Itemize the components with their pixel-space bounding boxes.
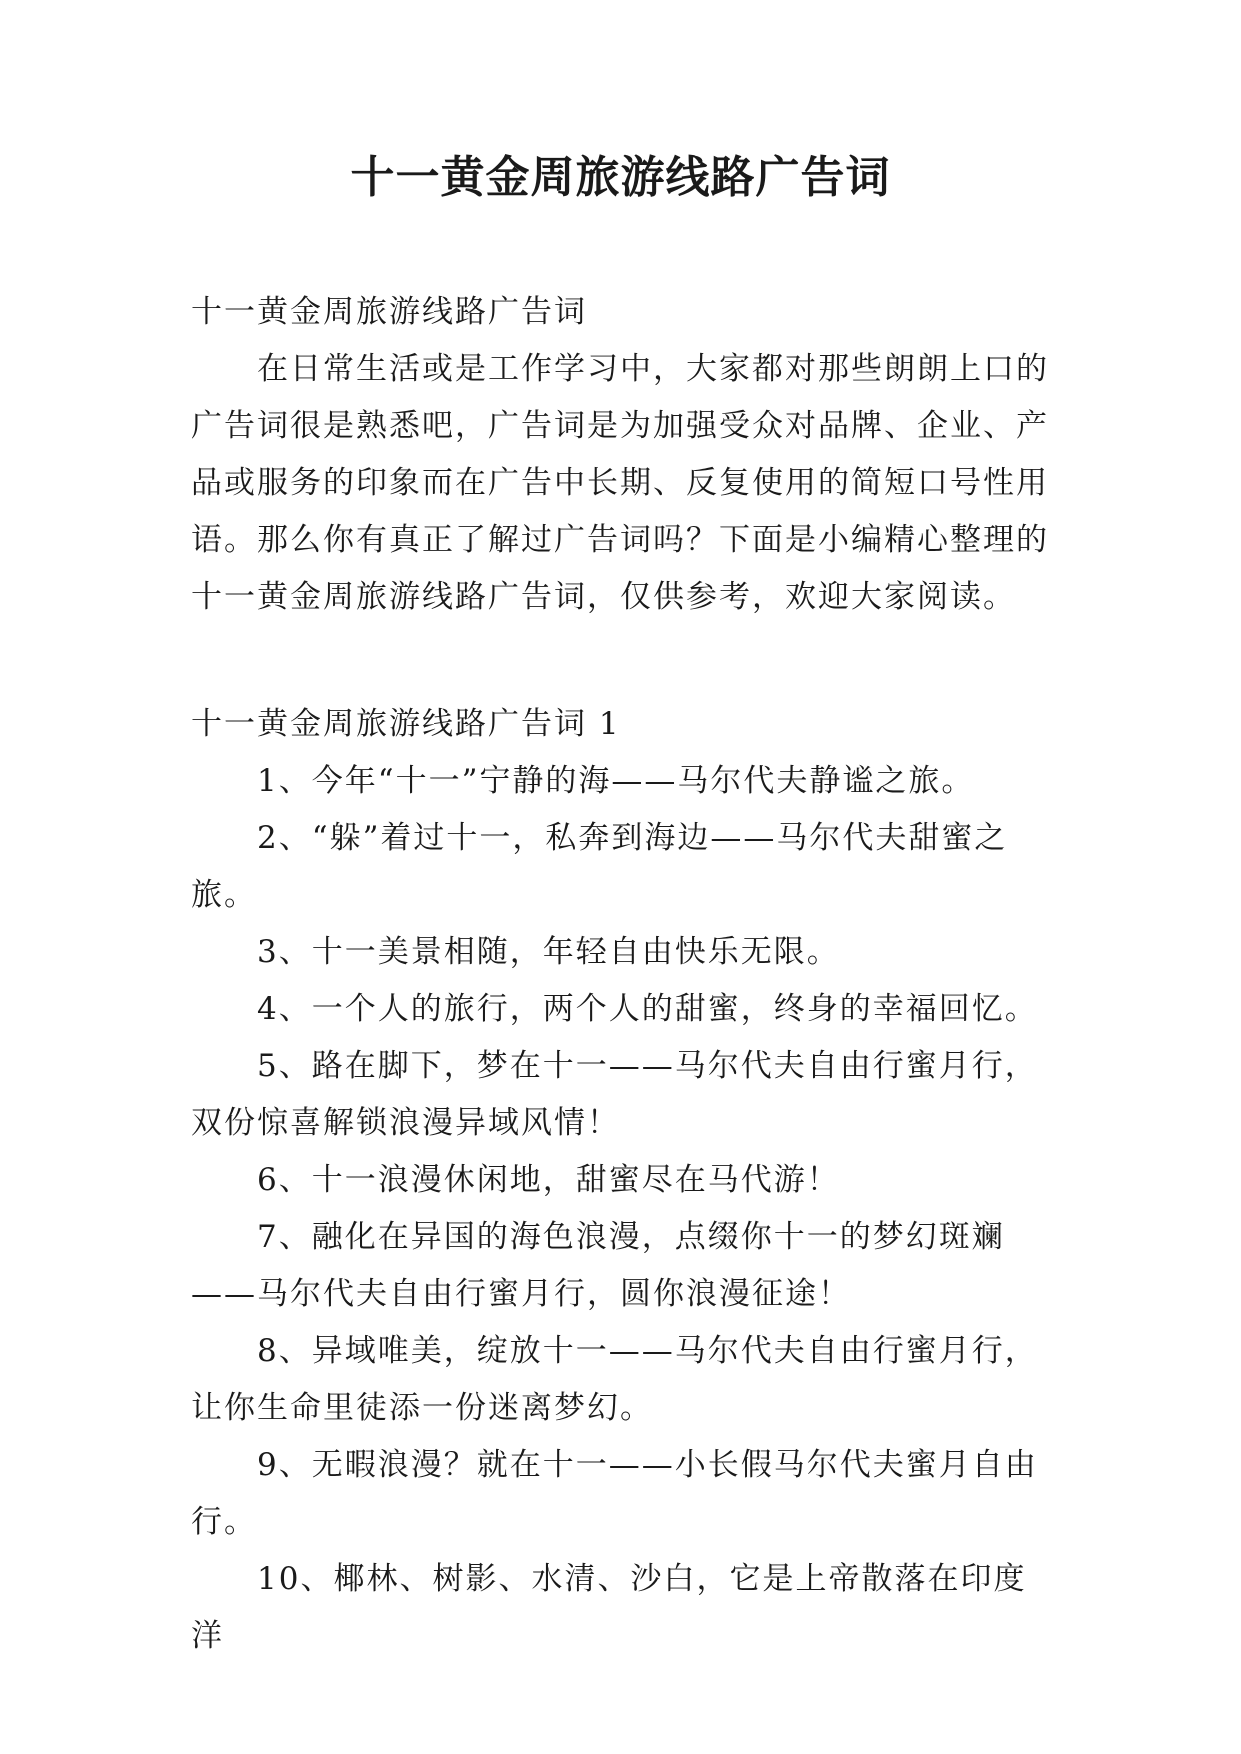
list-item: 7、融化在异国的海色浪漫，点缀你十一的梦幻斑斓——马尔代夫自由行蜜月行，圆你浪漫征途！ xyxy=(191,1219,1005,1312)
intro-section xyxy=(191,284,1053,626)
list-item: 5、路在脚下，梦在十一——马尔代夫自由行蜜月行，双份惊喜解锁浪漫异域风情！ xyxy=(191,1048,1038,1141)
slogan-section xyxy=(191,696,1053,1665)
list-item: 3、十一美景相随，年轻自由快乐无限。 xyxy=(257,934,840,970)
list-item: 4、一个人的旅行，两个人的甜蜜，终身的幸福回忆。 xyxy=(257,991,1038,1027)
list-item: 2、“躲”着过十一，私奔到海边——马尔代夫甜蜜之旅。 xyxy=(191,820,1008,913)
document-title: 十一黄金周旅游线路广告词 xyxy=(350,152,891,203)
list-item: 1、今年“十一”宁静的海——马尔代夫静谧之旅。 xyxy=(257,763,975,799)
list-item: 10、椰林、树影、水清、沙白，它是上帝散落在印度洋 xyxy=(191,1561,1027,1654)
list-item: 6、十一浪漫休闲地，甜蜜尽在马代游！ xyxy=(257,1162,840,1198)
section-heading: 十一黄金周旅游线路广告词 1 xyxy=(191,706,621,742)
list-item: 9、无暇浪漫？就在十一——小长假马尔代夫蜜月自由行。 xyxy=(191,1447,1038,1540)
list-item: 8、异域唯美，绽放十一——马尔代夫自由行蜜月行，让你生命里徒添一份迷离梦幻。 xyxy=(191,1333,1038,1426)
intro-paragraph: 在日常生活或是工作学习中，大家都对那些朗朗上口的广告词很是熟悉吧，广告词是为加强受众对品牌、企业、产品或服务的印象而在广告中长期、反复使用的简短口号性用语。那么你有真正了解过广告词吗？下面是小编精心整理的十一黄金周旅游线路广告词，仅供参考，欢迎大家阅读。 xyxy=(191,351,1049,615)
intro-heading: 十一黄金周旅游线路广告词 xyxy=(191,294,587,330)
